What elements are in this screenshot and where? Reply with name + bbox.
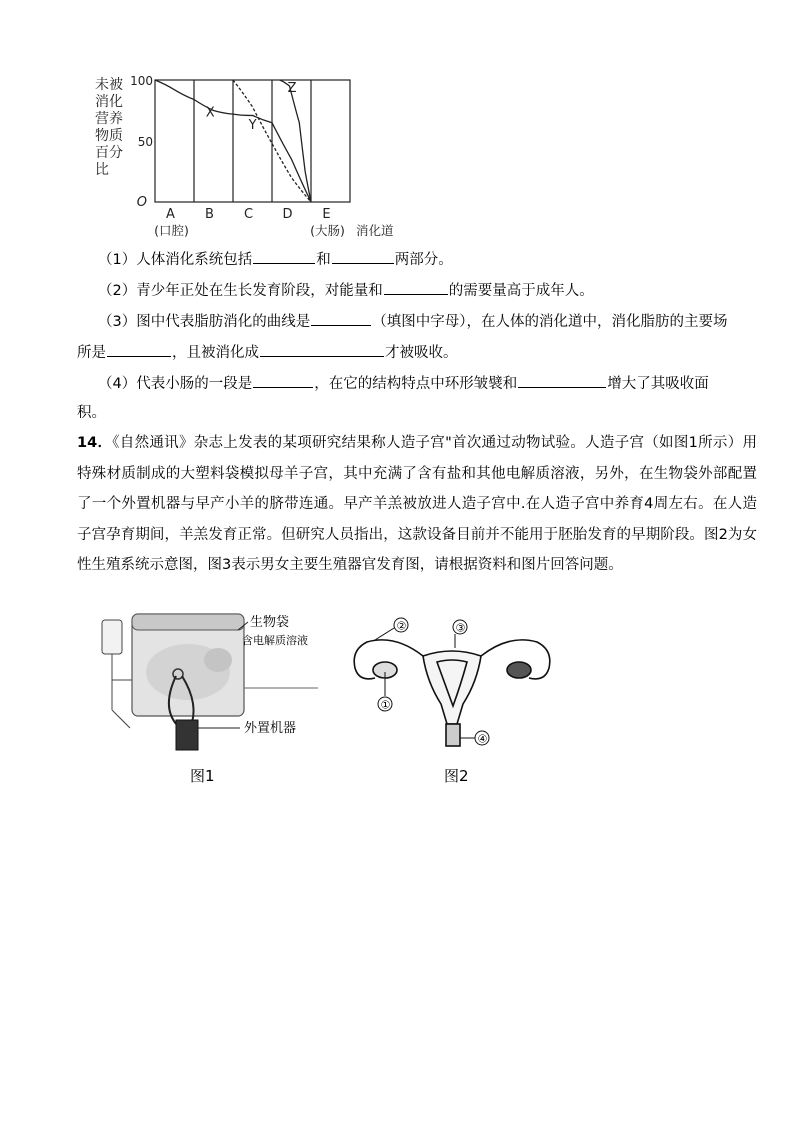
figure-2-female-reproductive-system xyxy=(345,612,560,752)
q1-blank-1[interactable] xyxy=(253,248,315,264)
x-tick-label: E xyxy=(322,207,331,222)
q2-text-b: 的需要量高于成年人。 xyxy=(448,283,594,299)
ylabel-char: 消化 xyxy=(95,94,123,110)
q4-text-d: 积。 xyxy=(77,405,106,421)
chart-text-group xyxy=(130,74,394,238)
y-tick-label: 100 xyxy=(130,74,153,88)
chart-frame xyxy=(155,80,350,202)
x-tick-label: B xyxy=(205,207,214,222)
q4-text-c: 增大了其吸收面 xyxy=(607,376,709,392)
q4-text-b: ，在它的结构特点中环形皱襞和 xyxy=(314,376,518,392)
q1-text-b: 和 xyxy=(316,252,331,268)
x-tick-label: D xyxy=(282,207,293,222)
ylabel-char: 物质 xyxy=(95,128,123,144)
x-tick-note: (口腔) xyxy=(154,223,189,238)
figure-1-artificial-womb xyxy=(100,610,320,760)
x-tick-label: C xyxy=(243,207,254,222)
q3-blank-3[interactable] xyxy=(260,341,384,357)
q2-text-a: （2）青少年正处在生长发育阶段，对能量和 xyxy=(98,283,383,299)
origin-label: O xyxy=(136,195,147,210)
question-14 xyxy=(77,428,757,581)
q14-text: 《自然通讯》杂志上发表的某项研究结果称人造子宫"首次通过动物试验。人造子宫（如图1所示）用特殊材质制成的大塑料袋模拟母羊子宫，其中充满了含有盐和其他电解质溶液，另外，在生物袋外部配置了一个外置机器与早产小羊的脐带连通。早产羊羔被放进人造子宫中.在人造子宫中养育4周左右。在人造子宫孕育期间，羊羔发育正常。但研究人员指出，这款设备目前并不能用于胚胎发育的早期阶段。图2为女性生殖系统示意图，图3表示男女主要生殖器官发育图，请根据资料和图片回答问题。 xyxy=(77,435,757,573)
external-machine xyxy=(176,720,240,750)
q14-number: 14． xyxy=(77,435,113,451)
question-3-line-2 xyxy=(77,341,458,363)
bio-bag xyxy=(132,614,244,716)
q1-text-a: （1）人体消化系统包括 xyxy=(98,252,253,268)
q3-text-d: ，且被消化成 xyxy=(172,345,259,361)
x-tick-note: (大肠) xyxy=(310,223,345,238)
ylabel-char: 百分 xyxy=(95,145,123,161)
question-4-line-2 xyxy=(77,403,106,423)
q3-text-c: 所是 xyxy=(77,345,106,361)
series-label-X: X xyxy=(205,105,215,121)
q3-blank-1[interactable] xyxy=(311,310,371,326)
question-1 xyxy=(98,248,453,270)
uterus-diagram xyxy=(354,640,550,746)
q4-text-a: （4）代表小肠的一段是 xyxy=(98,376,253,392)
chart-grid xyxy=(155,80,350,202)
q3-blank-2[interactable] xyxy=(107,341,171,357)
q3-text-e: 才被吸收。 xyxy=(385,345,458,361)
figure-2-caption: 图2 xyxy=(444,767,469,785)
q3-text-b: （填图中字母），在人体的消化道中，消化脂肪的主要场 xyxy=(372,314,728,330)
label-electrolyte-solution: 含电解质溶液 xyxy=(242,634,308,647)
q4-blank-1[interactable] xyxy=(253,372,313,388)
y-tick-label: 50 xyxy=(137,135,153,149)
ylabel-char: 营养 xyxy=(95,111,123,127)
digestion-chart xyxy=(95,74,415,244)
ylabel-char: 比 xyxy=(95,162,109,178)
question-2 xyxy=(98,279,594,301)
x-axis-label: 消化道 xyxy=(356,223,394,238)
label-external-machine: 外置机器 xyxy=(244,721,297,736)
question-3-line-1 xyxy=(98,310,727,332)
series-label-Z: Z xyxy=(287,81,297,97)
figure-1-caption: 图1 xyxy=(190,767,215,785)
label-3: ③ xyxy=(455,621,466,635)
question-4-line-1 xyxy=(98,372,709,394)
x-tick-label: A xyxy=(166,207,175,222)
series-label-Y: Y xyxy=(248,117,257,133)
label-2: ② xyxy=(396,619,407,633)
q1-blank-2[interactable] xyxy=(332,248,394,264)
label-1: ① xyxy=(380,698,391,712)
q4-blank-2[interactable] xyxy=(518,372,606,388)
chart-y-axis-label xyxy=(95,76,123,178)
q2-blank-1[interactable] xyxy=(384,279,448,295)
q1-text-c: 两部分。 xyxy=(394,252,453,268)
ylabel-char: 未被 xyxy=(95,77,123,93)
label-4: ④ xyxy=(477,732,488,746)
label-bio-bag: 生物袋 xyxy=(250,615,290,630)
q3-text-a: （3）图中代表脂肪消化的曲线是 xyxy=(98,314,311,330)
